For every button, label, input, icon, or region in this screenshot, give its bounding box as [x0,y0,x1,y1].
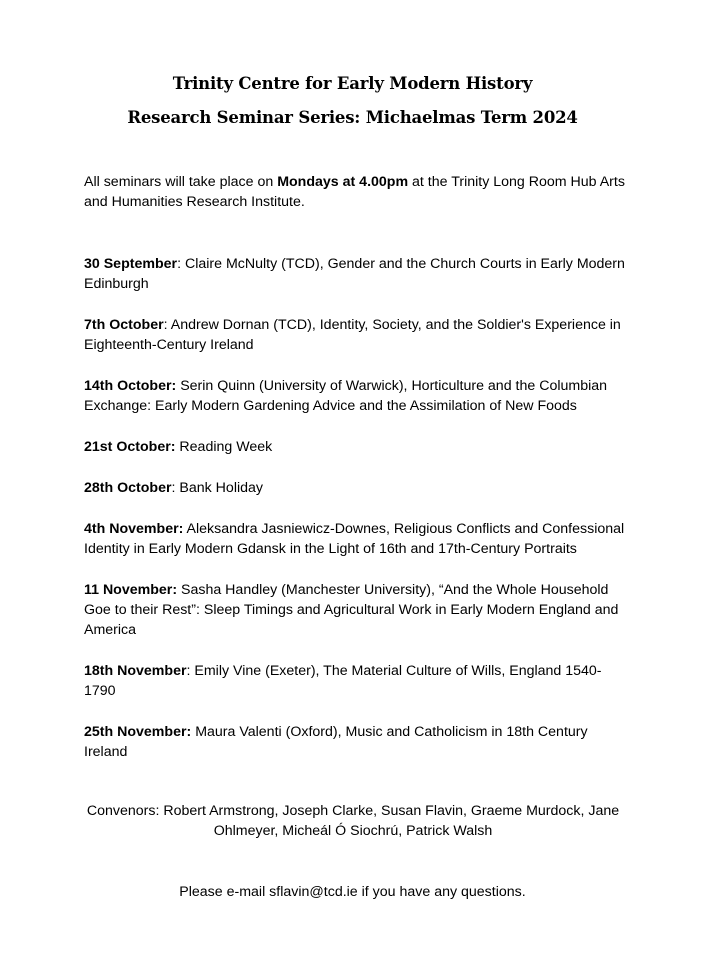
seminar-date: 4th November: [84,521,184,537]
page-title: Trinity Centre for Early Modern History [172,74,533,93]
seminar-item [84,661,629,701]
seminar-item [84,722,629,762]
seminar-item [84,580,629,640]
seminar-details: Emily Vine (Exeter), The Material Culture of Wills, England 1540-1790 [84,663,602,699]
seminar-separator: : [177,256,185,272]
seminar-separator: : [163,317,171,333]
seminar-details: Aleksandra Jasniewicz-Downes, Religious Conflicts and Confessional Identity in Early Modern Gdansk in the Light of 16th and 17th-Century Portraits [84,521,625,557]
seminar-list [84,254,629,783]
seminar-date: 30 September [84,256,178,272]
seminar-details: Sasha Handley (Manchester University), “And the Whole Household Goe to their Rest”: Sleep Timings and Agricultural Work in Early Modern England and America [84,582,619,638]
seminar-separator: : [186,663,195,679]
seminar-details: Bank Holiday [179,480,264,496]
intro-paragraph [84,172,629,212]
seminar-date: 21st October: [84,439,176,455]
seminar-item [84,315,629,355]
seminar-item [84,437,629,457]
seminar-item [84,519,629,559]
seminar-date: 25th November: [84,724,192,740]
seminar-separator: : [171,480,180,496]
seminar-date: 7th October [84,317,164,333]
convenors-list: Convenors: Robert Armstrong, Joseph Clarke, Susan Flavin, Graeme Murdock, Jane Ohlmeyer, Micheál Ó Siochrú, Patrick Walsh [86,803,620,839]
seminar-details: Claire McNulty (TCD), Gender and the Church Courts in Early Modern Edinburgh [84,256,625,292]
seminar-item [84,478,629,498]
seminar-date: 11 November: [84,582,178,598]
intro-text-after: at the Trinity Long Room Hub Arts and Humanities Research Institute. [84,174,625,210]
contact-line: Please e-mail sflavin@tcd.ie if you have any questions. [179,884,526,900]
seminar-details: Reading Week [179,439,273,455]
seminar-details: Andrew Dornan (TCD), Identity, Society, and the Soldier's Experience in Eighteenth-Century Ireland [84,317,621,353]
seminar-details: Serin Quinn (University of Warwick), Horticulture and the Columbian Exchange: Early Modern Gardening Advice and the Assimilation of New Foods [84,378,608,414]
page-subtitle: Research Seminar Series: Michaelmas Term 2024 [127,108,578,127]
intro-text-before: All seminars will take place on [84,174,278,190]
seminar-date: 14th October: [84,378,177,394]
seminar-item [84,254,629,294]
seminar-item [84,376,629,416]
intro-time-emphasis: Mondays at 4.00pm [277,174,409,190]
seminar-date: 28th October [84,480,172,496]
seminar-details: Maura Valenti (Oxford), Music and Catholicism in 18th Century Ireland [84,724,588,760]
seminar-date: 18th November [84,663,187,679]
